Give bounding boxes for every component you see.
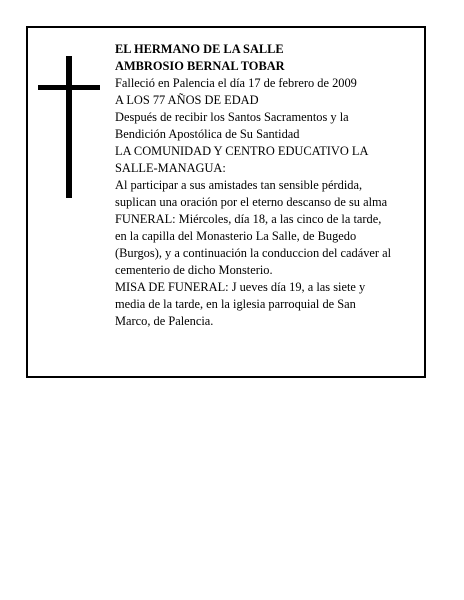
- funeral-mass-place-line: Marco, de Palencia.: [115, 314, 214, 328]
- funeral-mass-line: MISA DE FUNERAL: J ueves día 19, a las siete y: [115, 280, 366, 294]
- cemetery-line: cementerio de dicho Monsterio.: [115, 263, 273, 277]
- funeral-line: FUNERAL: Miércoles, día 18, a las cinco de la tarde,: [115, 212, 382, 226]
- prayer-request-line: suplican una oración por el eterno descanso de su alma: [115, 195, 388, 209]
- notice-heading: EL HERMANO DE LA SALLE: [115, 42, 284, 56]
- deceased-name: AMBROSIO BERNAL TOBAR: [115, 59, 285, 73]
- age-line: A LOS 77 AÑOS DE EDAD: [115, 93, 259, 107]
- cross-horizontal-bar: [38, 85, 100, 90]
- death-date-line: Falleció en Palencia el día 17 de febrero de 2009: [115, 76, 357, 90]
- announcement-line: Al participar a sus amistades tan sensible pérdida,: [115, 178, 363, 192]
- funeral-mass-time-line: media de la tarde, en la iglesia parroquial de San: [115, 297, 356, 311]
- community-line-continued: SALLE-MANAGUA:: [115, 161, 226, 175]
- sacraments-line: Después de recibir los Santos Sacramentos y la: [115, 110, 349, 124]
- blessing-line: Bendición Apostólica de Su Santidad: [115, 127, 300, 141]
- notice-text: [115, 41, 423, 330]
- obituary-notice: [26, 26, 426, 378]
- funeral-procession-line: (Burgos), y a continuación la conduccion del cadáver al: [115, 246, 392, 260]
- community-line: LA COMUNIDAD Y CENTRO EDUCATIVO LA: [115, 144, 369, 158]
- funeral-location-line: en la capilla del Monasterio La Salle, de Bugedo: [115, 229, 357, 243]
- cross-vertical-bar: [66, 56, 72, 198]
